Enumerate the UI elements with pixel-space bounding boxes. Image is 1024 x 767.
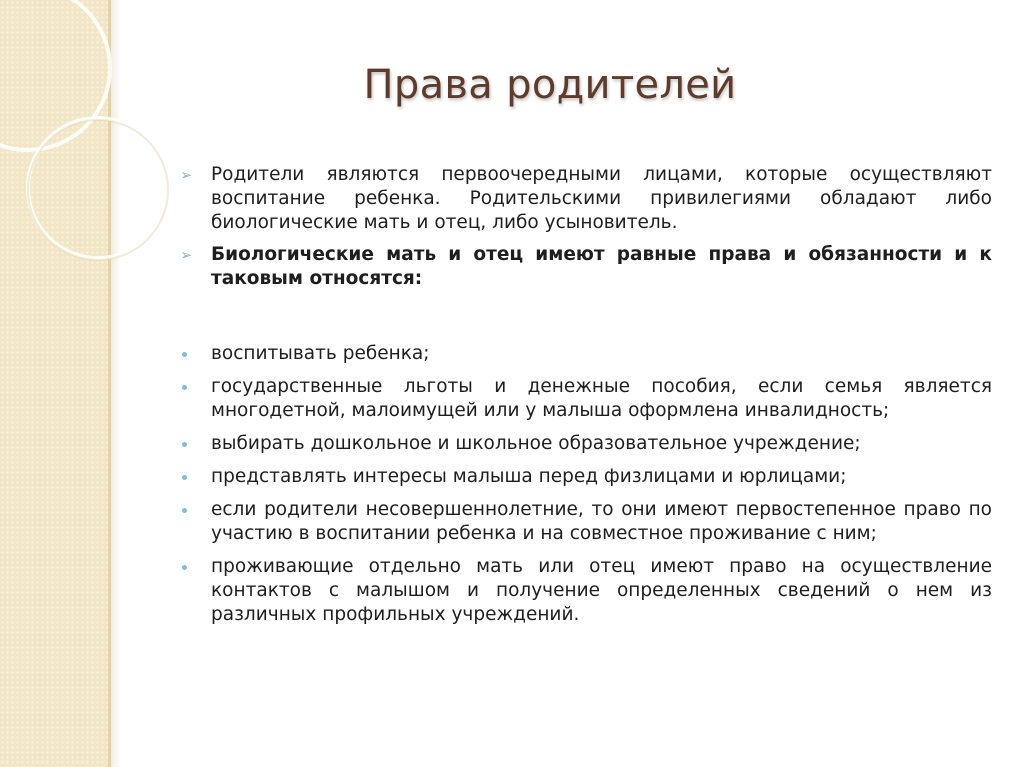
rights-list-item	[180, 555, 992, 627]
rights-list-item	[180, 432, 992, 456]
intro-point-parents	[180, 163, 992, 235]
rights-list-item-text: государственные льготы и денежные пособия, если семья является многодетной, малоимущей или у малыша оформлена инвалидность;	[211, 376, 992, 421]
dot-bullet-icon	[182, 508, 187, 513]
rights-list-item-text: воспитывать ребенка;	[211, 343, 430, 364]
rights-list-item-text: если родители несовершеннолетние, то они имеют первостепенное право по участию в воспитании ребенка и на совместное проживание с ним;	[211, 499, 992, 544]
decorative-circles	[0, 0, 160, 300]
intro-point-text: Родители являются первоочередными лицами, которые осуществляют воспитание ребенка. Родительскими привилегиями обладают либо биологические мать и отец, либо усыновитель.	[211, 164, 992, 233]
spacer	[180, 299, 992, 342]
slide-content	[180, 163, 992, 636]
arrow-bullet-icon: ➢	[180, 166, 193, 184]
dot-bullet-icon	[182, 352, 187, 357]
dot-bullet-icon	[182, 565, 187, 570]
rights-list-item-text: представлять интересы малыша перед физлицами и юрлицами;	[211, 466, 847, 487]
dot-bullet-icon	[182, 475, 187, 480]
slide-title: Права родителей	[363, 62, 737, 108]
rights-list-item	[180, 498, 992, 546]
arrow-bullet-icon: ➢	[180, 246, 193, 264]
dot-bullet-icon	[182, 385, 187, 390]
intro-point-text: Биологические мать и отец имеют равные права и обязанности и к таковым относятся:	[211, 244, 992, 289]
rights-list-item	[180, 375, 992, 423]
decorative-circle-large	[0, 0, 110, 150]
intro-point-equal-rights	[180, 243, 992, 291]
dot-bullet-icon	[182, 442, 187, 447]
decorative-circle-shadow	[28, 120, 168, 260]
rights-list-item-text: выбирать дошкольное и школьное образовательное учреждение;	[211, 433, 861, 454]
rights-list-item-text: проживающие отдельно мать или отец имеют право на осуществление контактов с малышом и получение определенных сведений о нем из различных профильных учреждений.	[211, 556, 992, 625]
rights-list-item	[180, 342, 992, 366]
rights-list-item	[180, 465, 992, 489]
